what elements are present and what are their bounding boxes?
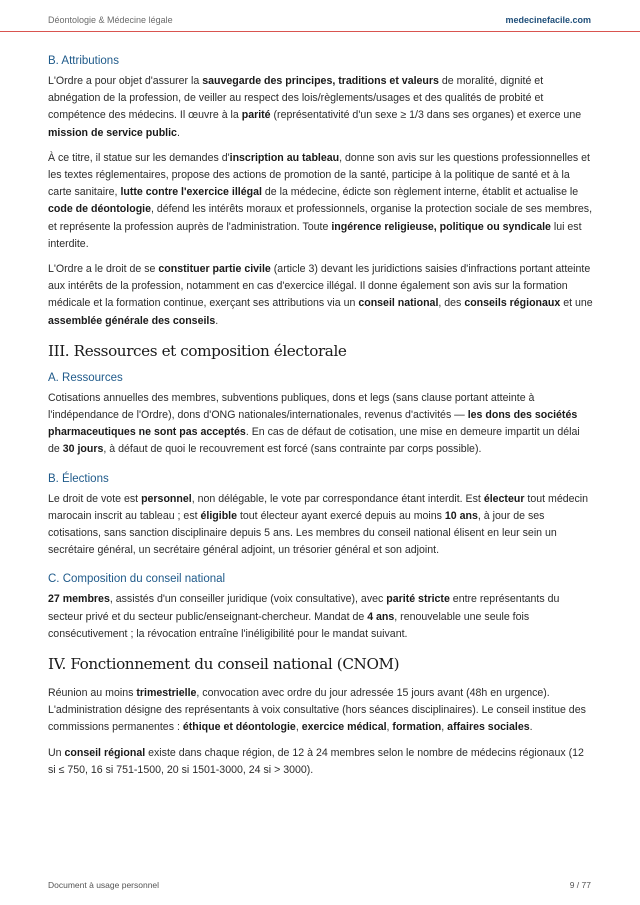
paragraph: [48, 745, 593, 779]
emphasis-text: personnel: [141, 492, 192, 505]
section-b-elections-heading: B. Élections: [48, 472, 109, 485]
body-text: de la médecine, édicte son règlement interne, établit et actualise le: [261, 186, 579, 199]
body-text: L'Ordre a le droit de se: [48, 263, 159, 276]
emphasis-text: conseil national: [358, 297, 439, 310]
paragraph: [48, 390, 593, 459]
body-text: L'Ordre a pour objet d'assurer la: [48, 75, 203, 87]
emphasis-text: code de déontologie: [48, 203, 151, 216]
body-text: , défend les intérêts moraux et professionnels, organise la protection sociale de ses membres, et représente la profession auprès de l'administration. Toute: [48, 203, 593, 233]
body-text: .: [215, 314, 219, 327]
section-iv-heading: IV. Fonctionnement du conseil national (CNOM): [48, 655, 400, 674]
body-text: ,: [441, 721, 448, 734]
body-text: ,: [386, 721, 393, 734]
emphasis-text: sauvegarde des principes, traditions et valeurs: [202, 75, 439, 87]
paragraph: [48, 491, 593, 560]
body-text: (article 3) devant les juridictions saisies d'infractions portant atteinte aux intérêts de la profession, notamment en cas d'exercice illégal. Il donne également son avis sur la formation médicale et la formation continue, exerçant ses attributions via un: [48, 263, 591, 310]
emphasis-text: parité stricte: [386, 593, 450, 606]
body-text: lui est interdite.: [48, 220, 582, 250]
emphasis-text: parité: [241, 109, 271, 122]
body-text: tout médecin marocain inscrit au tableau ; est: [48, 492, 589, 522]
emphasis-text: inscription au tableau: [229, 151, 340, 164]
emphasis-text: 10 ans: [444, 509, 478, 522]
emphasis-text: trimestrielle: [136, 687, 197, 700]
body-text: , convocation avec ordre du jour adressée 15 jours avant (48h en urgence). L'administration désigne des représentants à voix consultative (hors séances disciplinaires). Le conseil institue des commissions permanentes :: [48, 687, 586, 734]
emphasis-text: 27 membres: [48, 593, 110, 606]
body-text: , des: [438, 297, 465, 310]
body-text: , renouvelable une seule fois consécutivement ; la révocation entraîne l'inéligibilité pour le mandat suivant.: [48, 610, 530, 640]
footer-note: Document à usage personnel: [48, 880, 160, 890]
body-text: , à défaut de quoi le recouvrement est forcé (sans contrainte par corps possible).: [103, 443, 482, 456]
paragraph: [48, 591, 593, 643]
body-text: et une: [560, 297, 593, 310]
emphasis-text: 4 ans: [367, 610, 395, 623]
body-text: (représentativité d'un sexe ≥ 1/3 dans ses organes) et exerce une: [270, 109, 582, 122]
section-c-composition-heading: C. Composition du conseil national: [48, 573, 226, 586]
emphasis-text: exercice médical: [301, 721, 387, 734]
site-link[interactable]: medecinefacile.com: [505, 15, 591, 25]
emphasis-text: éligible: [200, 509, 238, 522]
body-text: Le droit de vote est: [48, 492, 142, 505]
page-number: 9 / 77: [569, 880, 591, 890]
body-text: À ce titre, il statue sur les demandes d': [48, 151, 230, 164]
paragraph: [48, 685, 593, 737]
emphasis-text: électeur: [483, 492, 525, 505]
body-text: de moralité, dignité et abnégation de la profession, de veiller au respect des lois/règlements/usages et des qualités de probité et compétence des médecins. Il œuvre à la: [48, 75, 544, 122]
emphasis-text: lutte contre l'exercice illégal: [120, 186, 262, 199]
paragraph: [48, 73, 593, 142]
emphasis-text: assemblée générale des conseils: [48, 314, 216, 327]
emphasis-text: conseil régional: [64, 746, 146, 759]
body-text: .: [176, 126, 180, 139]
body-text: Cotisations annuelles des membres, subventions publiques, dons et legs (sans clause portant atteinte à l'indépendance de l'Ordre), dons d'ONG nationales/internationales, revenus d'activités —: [48, 391, 535, 422]
body-text: , non délégable, le vote par correspondance étant interdit. Est: [191, 492, 484, 505]
emphasis-text: éthique et déontologie: [182, 721, 296, 734]
body-text: Un: [48, 746, 65, 759]
body-text: Réunion au moins: [48, 687, 137, 700]
paragraph: [48, 150, 593, 253]
main-content: [48, 55, 593, 787]
body-text: , assistés d'un conseiller juridique (voix consultative), avec: [109, 593, 387, 606]
emphasis-text: ingérence religieuse, politique ou syndicale: [331, 220, 551, 233]
body-text: tout électeur ayant exercé depuis au moins: [237, 509, 445, 522]
body-text: ,: [295, 721, 302, 734]
body-text: , donne son avis sur les questions professionnelles et les textes réglementaires, propose des actions de promotion de la santé, participe à la politique de santé et à la carte sanitaire,: [48, 151, 590, 199]
body-text: . En cas de défaut de cotisation, une mise en demeure impartit un délai de: [48, 426, 580, 456]
body-text: existe dans chaque région, de 12 à 24 membres selon le nombre de médecins régionaux (12 si ≤ 750, 16 si 751-1500, 20 si 1501-3000, 24 si > 3000).: [48, 746, 584, 776]
section-b-attributions-heading: B. Attributions: [48, 55, 119, 67]
emphasis-text: les dons des sociétés pharmaceutiques ne sont pas acceptés: [48, 409, 578, 439]
document-title: Déontologie & Médecine légale: [48, 15, 173, 25]
section-a-ressources-heading: A. Ressources: [48, 371, 123, 384]
emphasis-text: 30 jours: [62, 443, 104, 456]
emphasis-text: formation: [392, 721, 442, 734]
section-iii-heading: III. Ressources et composition électorale: [48, 341, 347, 360]
emphasis-text: affaires sociales: [447, 721, 530, 734]
emphasis-text: constituer partie civile: [158, 263, 271, 276]
body-text: , à jour de ses cotisations, sans sanction disciplinaire depuis 5 ans. Les membres du conseil national élisent en leur sein un secrétaire général, un secrétaire général adjoint, un trésorier général et son adjoint.: [48, 509, 557, 557]
page-header: [0, 0, 640, 32]
emphasis-text: mission de service public: [48, 126, 177, 139]
body-text: .: [529, 721, 533, 734]
body-text: entre représentants du secteur privé et du secteur public/enseignant-chercheur. Mandat de: [48, 593, 560, 623]
emphasis-text: conseils régionaux: [464, 297, 561, 310]
paragraph: [48, 261, 593, 330]
